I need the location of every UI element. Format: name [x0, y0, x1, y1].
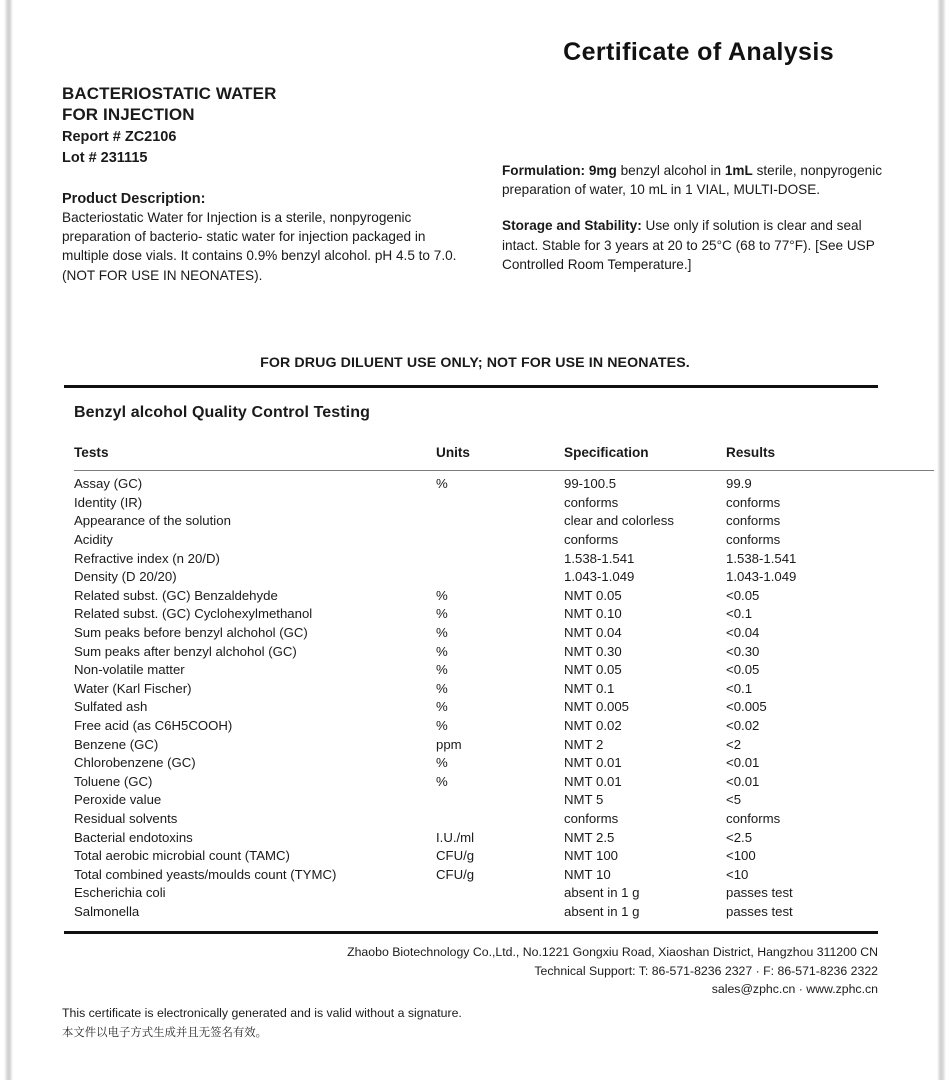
cell-results: conforms — [726, 532, 781, 547]
cell-units — [436, 903, 564, 922]
page-footer — [62, 931, 888, 1042]
cell-results: <0.1 — [726, 606, 753, 622]
cell-specification: NMT 0.05 — [564, 662, 622, 678]
cell-results: <10 — [726, 866, 749, 882]
table-row — [74, 829, 934, 848]
table-body — [74, 475, 934, 921]
table-row — [74, 754, 934, 773]
formulation-paragraph — [502, 161, 892, 200]
cell-specification: NMT 0.05 — [564, 587, 622, 603]
table-header-row — [74, 444, 934, 471]
cell-test: Salmonella — [74, 903, 140, 919]
cell-units: CFU/g — [436, 848, 475, 864]
table-row — [74, 773, 934, 792]
table-row — [74, 661, 934, 680]
column-header-tests: Tests — [74, 444, 109, 460]
cell-test: Toluene (GC) — [74, 773, 153, 789]
cell-results: <0.005 — [726, 699, 767, 715]
cell-specification: NMT 2 — [564, 736, 604, 752]
cell-specification: NMT 0.10 — [564, 606, 622, 622]
table-row — [74, 494, 934, 513]
cell-results: <0.1 — [726, 680, 753, 696]
formulation-dose: 9mg — [585, 162, 617, 178]
column-header-units: Units — [436, 444, 470, 460]
cell-test: Acidity — [74, 532, 113, 547]
cell-results: <0.04 — [726, 624, 760, 640]
cell-specification: NMT 0.1 — [564, 680, 615, 696]
table-row — [74, 810, 934, 829]
cell-test: Non-volatile matter — [74, 662, 185, 678]
table-row — [74, 624, 934, 643]
cell-units: % — [436, 624, 448, 640]
cell-units — [436, 512, 564, 531]
cell-specification: 1.043-1.049 — [564, 569, 635, 585]
cell-units: % — [436, 680, 448, 696]
info-columns — [62, 162, 888, 321]
diluent-warning: FOR DRUG DILUENT USE ONLY; NOT FOR USE IN NEONATES. — [260, 354, 690, 371]
page-title: Certificate of Analysis — [563, 38, 834, 66]
cell-units: I.U./ml — [436, 829, 475, 845]
divider-top — [64, 385, 878, 388]
cell-results: <0.01 — [726, 773, 760, 789]
cell-specification: NMT 0.02 — [564, 717, 622, 733]
cell-units: ppm — [436, 736, 462, 752]
cell-test: Total combined yeasts/moulds count (TYMC) — [74, 866, 337, 882]
cell-results: conforms — [726, 810, 781, 826]
cell-test: Appearance of the solution — [74, 513, 231, 529]
cell-test: Residual solvents — [74, 810, 178, 826]
cell-test: Related subst. (GC) Cyclohexylmethanol — [74, 606, 313, 622]
cell-specification: NMT 5 — [564, 792, 604, 808]
cell-specification: conforms — [564, 810, 619, 826]
table-row — [74, 643, 934, 662]
cell-results: <0.05 — [726, 587, 760, 603]
table-row — [74, 568, 934, 587]
cell-results: 99.9 — [726, 476, 752, 492]
cell-results: <2 — [726, 736, 742, 752]
cell-results: 1.043-1.049 — [726, 569, 797, 585]
table-row — [74, 475, 934, 494]
column-header-specification: Specification — [564, 444, 649, 460]
cell-results: <2.5 — [726, 829, 753, 845]
cell-test: Assay (GC) — [74, 476, 143, 492]
header-identity-block — [62, 83, 888, 169]
electronic-signature-note-en: This certificate is electronically generated and is valid without a signature. — [62, 1006, 462, 1021]
cell-test: Bacterial endotoxins — [74, 829, 193, 845]
cell-units: % — [436, 606, 448, 622]
table-row — [74, 866, 934, 885]
cell-units — [436, 494, 564, 513]
cell-specification: NMT 0.01 — [564, 773, 622, 789]
cell-units: % — [436, 773, 448, 789]
cell-specification: NMT 100 — [564, 848, 618, 864]
cell-test: Free acid (as C6H5COOH) — [74, 717, 233, 733]
cell-units: % — [436, 476, 448, 492]
product-name-line1: BACTERIOSTATIC WATER — [62, 84, 277, 103]
table-row — [74, 587, 934, 606]
cell-test: Water (Karl Fischer) — [74, 680, 192, 696]
cell-test: Sulfated ash — [74, 699, 148, 715]
table-row — [74, 903, 934, 922]
cell-units — [436, 531, 564, 550]
table-row — [74, 847, 934, 866]
table-row — [74, 550, 934, 569]
cell-specification: 99-100.5 — [564, 476, 617, 492]
cell-specification: NMT 2.5 — [564, 829, 615, 845]
cell-units — [436, 568, 564, 587]
cell-units — [436, 810, 564, 829]
company-address-line1: Zhaobo Biotechnology Co.,Ltd., No.1221 Gongxiu Road, Xiaoshan District, Hangzhou 311200 CN — [347, 945, 878, 960]
storage-paragraph — [502, 216, 892, 274]
cell-test: Escherichia coli — [74, 885, 166, 901]
table-row — [74, 698, 934, 717]
cell-specification: absent in 1 g — [564, 903, 640, 919]
cell-specification: NMT 0.30 — [564, 643, 622, 659]
table-row — [74, 531, 934, 550]
cell-test: Sum peaks before benzyl alchohol (GC) — [74, 624, 308, 640]
product-description-heading: Product Description: — [62, 190, 206, 207]
cell-units: % — [436, 699, 448, 715]
product-description-block — [62, 191, 472, 285]
cell-specification: conforms — [564, 494, 619, 510]
cell-test: Refractive index (n 20/D) — [74, 550, 220, 566]
cell-units: CFU/g — [436, 866, 475, 882]
lot-number: Lot # 231115 — [62, 150, 148, 167]
cell-test: Total aerobic microbial count (TAMC) — [74, 848, 290, 864]
cell-test: Sum peaks after benzyl alchohol (GC) — [74, 643, 297, 659]
qc-results-table — [74, 444, 934, 922]
table-row — [74, 791, 934, 810]
product-description-body: Bacteriostatic Water for Injection is a sterile, nonpyrogenic preparation of bacterio- static water for injection packaged in multiple dose vials. It contains 0.9% benzyl alcohol. pH 4.5 to 7.0. (NOT FOR USE IN NEONATES). — [62, 209, 457, 283]
cell-results: passes test — [726, 903, 793, 919]
cell-results: passes test — [726, 885, 793, 901]
spacer — [502, 199, 892, 216]
cell-units: % — [436, 643, 448, 659]
cell-specification: NMT 0.04 — [564, 624, 622, 640]
cell-units — [436, 550, 564, 569]
formulation-text-2: sterile, nonpyrogenic preparation of water, 10 mL in 1 VIAL, MULTI-DOSE. — [502, 162, 883, 197]
formulation-volume: 1mL — [724, 162, 753, 178]
cell-test: Benzene (GC) — [74, 736, 159, 752]
company-contact-line: sales@zphc.cn · www.zphc.cn — [711, 982, 878, 997]
column-header-results: Results — [726, 444, 776, 460]
cell-test: Related subst. (GC) Benzaldehyde — [74, 587, 278, 603]
cell-specification: NMT 0.005 — [564, 699, 629, 715]
cell-results: <0.01 — [726, 755, 760, 771]
cell-specification: absent in 1 g — [564, 885, 640, 901]
qc-section-title: Benzyl alcohol Quality Control Testing — [74, 403, 370, 421]
table-row — [74, 736, 934, 755]
divider-footer — [64, 931, 878, 934]
table-row — [74, 884, 934, 903]
cell-specification: 1.538-1.541 — [564, 550, 635, 566]
cell-test: Peroxide value — [74, 792, 162, 808]
cell-specification: conforms — [564, 532, 619, 547]
electronic-signature-note-cn: 本文件以电子方式生成并且无签名有效。 — [62, 1026, 268, 1039]
cell-units: % — [436, 662, 448, 678]
cell-test: Chlorobenzene (GC) — [74, 755, 196, 771]
table-header-divider — [74, 470, 934, 471]
cell-specification: NMT 0.01 — [564, 755, 622, 771]
table-row — [74, 512, 934, 531]
cell-units: % — [436, 587, 448, 603]
storage-body: Use only if solution is clear and seal intact. Stable for 3 years at 20 to 25°C (68 to 77°F). [See USP Controlled Room Temperature.] — [502, 218, 875, 272]
cell-results: conforms — [726, 513, 781, 529]
cell-results: <0.30 — [726, 643, 760, 659]
formulation-storage-block — [502, 161, 892, 274]
storage-heading: Storage and Stability: — [502, 218, 642, 234]
product-name-line2: FOR INJECTION — [62, 105, 195, 125]
cell-results: <0.02 — [726, 717, 760, 733]
table-row — [74, 717, 934, 736]
formulation-text-1: benzyl alcohol in — [616, 162, 725, 178]
cell-specification: NMT 10 — [564, 866, 611, 882]
cell-results: 1.538-1.541 — [726, 550, 797, 566]
table-row — [74, 680, 934, 699]
formulation-heading: Formulation: — [502, 162, 586, 178]
cell-specification: clear and colorless — [564, 513, 674, 529]
table-row — [74, 605, 934, 624]
cell-units — [436, 884, 564, 903]
report-number: Report # ZC2106 — [62, 128, 177, 145]
cell-units: % — [436, 755, 448, 771]
cell-results: <100 — [726, 848, 756, 864]
company-phone-line: Technical Support: T: 86-571-8236 2327 · F: 86-571-8236 2322 — [534, 963, 878, 978]
cell-units: % — [436, 717, 448, 733]
cell-results: <5 — [726, 792, 742, 808]
cell-units — [436, 791, 564, 810]
cell-results: conforms — [726, 494, 781, 510]
cell-test: Identity (IR) — [74, 494, 143, 510]
cell-test: Density (D 20/20) — [74, 569, 177, 585]
cell-results: <0.05 — [726, 662, 760, 678]
